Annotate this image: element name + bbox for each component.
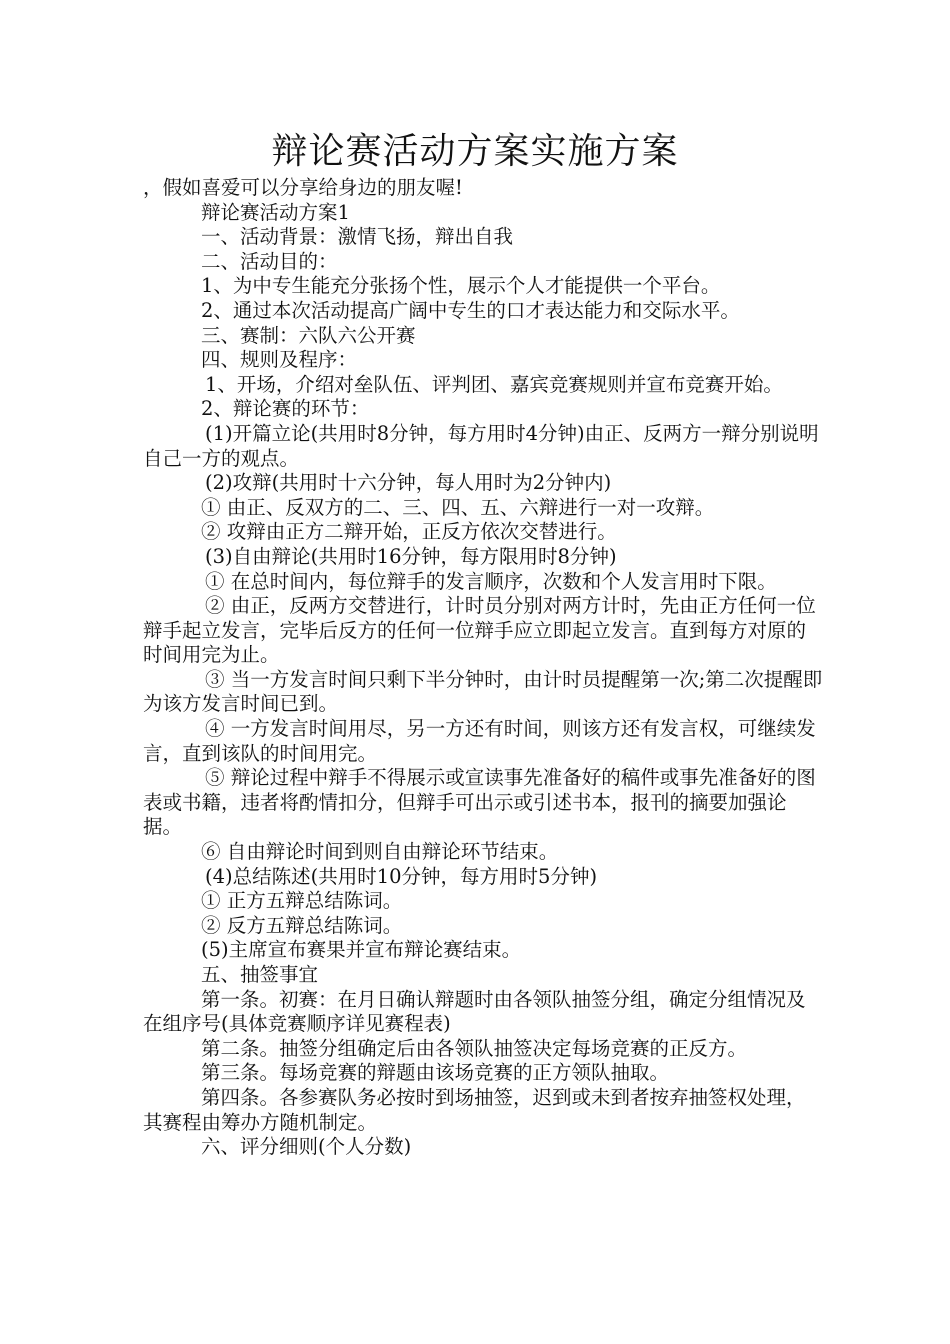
- paragraph: ② 反方五辩总结陈词。: [201, 913, 403, 937]
- paragraph: 第四条。各参赛队务必按时到场抽签，迟到或未到者按弃抽签权处理，其赛程由筹办方随机制定。: [143, 1085, 806, 1134]
- document-body: [143, 176, 823, 1160]
- document-title: 辩论赛活动方案实施方案: [271, 131, 679, 172]
- paragraph: 六、评分细则(个人分数): [201, 1135, 412, 1159]
- paragraph: ② 由正，反两方交替进行，计时员分别对两方计时，先由正方任何一位辩手起立发言，完毕后反方的任何一位辩手应立即起立发言。直到每方对原的时间用完为止。: [143, 594, 816, 667]
- paragraph: (3)自由辩论(共用时16分钟，每方限用时8分钟): [205, 544, 617, 568]
- paragraph: (1)开篇立论(共用时8分钟，每方用时4分钟)由正、反两方一辩分别说明自己一方的观点。: [143, 421, 819, 470]
- paragraph: 第三条。每场竞赛的辩题由该场竞赛的正方领队抽取。: [201, 1061, 670, 1085]
- paragraph: 2、通过本次活动提高广阔中专生的口才表达能力和交际水平。: [201, 298, 740, 322]
- paragraph: 2、辩论赛的环节：: [201, 397, 370, 421]
- paragraph: ⑤ 辩论过程中辩手不得展示或宣读事先准备好的稿件或事先准备好的图表或书籍，违者将酌情扣分，但辩手可出示或引述书本，报刊的摘要加强论据。: [143, 766, 816, 839]
- paragraph: (5)主席宣布赛果并宣布辩论赛结束。: [201, 938, 522, 962]
- paragraph: 三、赛制：六队六公开赛: [201, 323, 416, 347]
- paragraph: ② 攻辩由正方二辩开始，正反方依次交替进行。: [201, 520, 617, 544]
- paragraph: 二、活动目的：: [201, 249, 338, 273]
- paragraph: ① 在总时间内，每位辩手的发言顺序，次数和个人发言用时下限。: [205, 569, 777, 593]
- paragraph: 1、开场，介绍对垒队伍、评判团、嘉宾竞赛规则并宣布竞赛开始。: [205, 372, 783, 396]
- paragraph: (2)攻辩(共用时十六分钟，每人用时为2分钟内): [205, 471, 612, 495]
- paragraph: 五、抽签事宜: [201, 963, 319, 986]
- paragraph: ③ 当一方发言时间只剩下半分钟时，由计时员提醒第一次;第二次提醒即为该方发言时间已到。: [143, 667, 823, 716]
- paragraph: (4)总结陈述(共用时10分钟，每方用时5分钟): [205, 864, 598, 888]
- paragraph: ① 由正、反双方的二、三、四、五、六辩进行一对一攻辩。: [201, 495, 715, 519]
- paragraph: ① 正方五辩总结陈词。: [201, 889, 403, 913]
- paragraph: 第一条。初赛：在月日确认辩题时由各领队抽签分组，确定分组情况及在组序号(具体竞赛顺序详见赛程表): [143, 987, 806, 1036]
- paragraph: ④ 一方发言时间用尽，另一方还有时间，则该方还有发言权，可继续发言，直到该队的时间用完。: [143, 717, 816, 765]
- paragraph: 第二条。抽签分组确定后由各领队抽签决定每场竞赛的正反方。: [201, 1036, 748, 1060]
- paragraph: 1、为中专生能充分张扬个性，展示个人才能提供一个平台。: [201, 274, 721, 298]
- paragraph: 一、活动背景：激情飞扬，辩出自我: [201, 225, 514, 249]
- intro-line: ，假如喜爱可以分享给身边的朋友喔!: [143, 176, 463, 199]
- section-heading: 辩论赛活动方案1: [201, 200, 350, 224]
- paragraph: ⑥ 自由辩论时间到则自由辩论环节结束。: [201, 840, 559, 864]
- paragraph: 四、规则及程序：: [201, 348, 358, 372]
